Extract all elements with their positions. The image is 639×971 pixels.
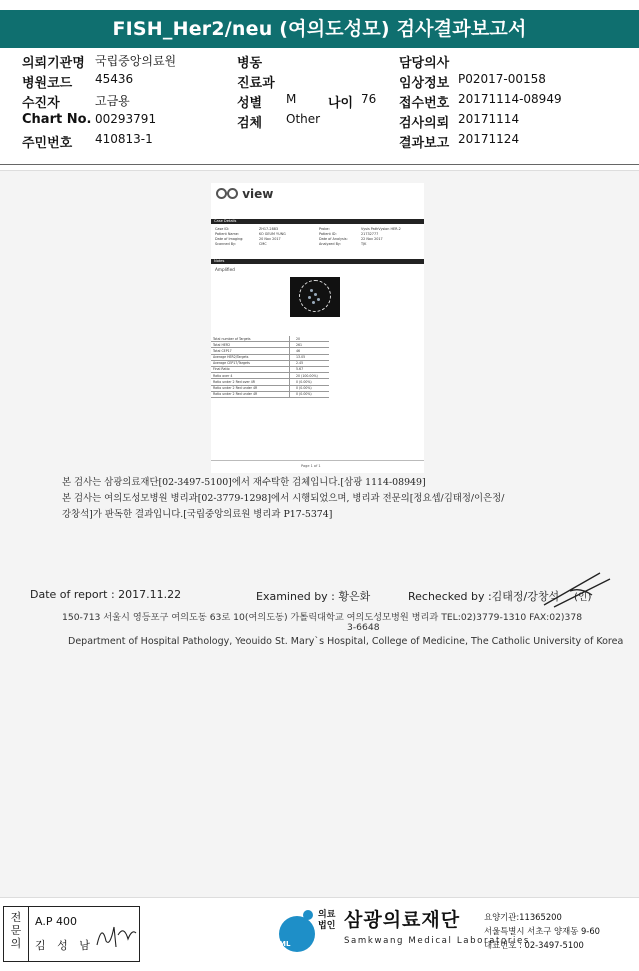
value-clinical-info: P02017-00158 bbox=[458, 72, 546, 86]
notes-title: Notes bbox=[214, 259, 225, 263]
stats-value: 261 bbox=[296, 342, 303, 347]
statement-line: 본 검사는 삼광의료재단[02-3497-5100]에서 재수탁한 검체입니다.[삼광 1114-08949] bbox=[62, 477, 426, 488]
specialist-stamp: 전문의 bbox=[10, 911, 22, 950]
stats-key: Total number of Targets bbox=[213, 336, 251, 341]
stamp-divider bbox=[28, 907, 29, 961]
info-row bbox=[0, 52, 639, 72]
stats-value: 13.05 bbox=[296, 355, 306, 360]
org-address: 서울특별시 서초구 양재동 9-60 bbox=[484, 926, 600, 936]
stats-value: 20 (100.00%) bbox=[296, 373, 318, 378]
handwritten-signature bbox=[94, 917, 139, 953]
label-request-date: 검사의뢰 bbox=[399, 116, 450, 131]
stats-key: Total CEP17 bbox=[213, 348, 232, 353]
org-english-name: Samkwang Medical Laboratories bbox=[344, 936, 530, 946]
case-value: CMC bbox=[259, 242, 267, 246]
org-phone: 대표번호 : 02-3497-5100 bbox=[484, 940, 584, 950]
logo-circle-icon bbox=[227, 188, 238, 199]
value-report-date: 20171124 bbox=[458, 132, 520, 146]
label-requesting-institution: 의뢰기관명 bbox=[22, 56, 85, 71]
logo-text: view bbox=[242, 187, 274, 201]
case-key: Patient ID: bbox=[319, 232, 337, 236]
stats-value: 0 (0.00%) bbox=[296, 379, 312, 384]
org-legal-line: 의료 bbox=[318, 910, 336, 920]
value-requesting-institution: 국립중앙의료원 bbox=[95, 54, 177, 68]
label-resident-number: 주민번호 bbox=[22, 136, 73, 151]
case-details-title: Case Details bbox=[214, 219, 237, 223]
value-age: 76 bbox=[361, 92, 377, 106]
stats-key: Average CEP17/Targets bbox=[213, 361, 250, 366]
stats-key: Final Ratio bbox=[213, 367, 230, 372]
statement-line: 본 검사는 여의도성모병원 병리과[02-3779-1298]에서 시행되었으며, 병리과 전문의[정요셉/김태정/이은정/ bbox=[62, 493, 505, 504]
case-key: Scanned By: bbox=[215, 242, 236, 246]
stats-key: Ratio over 4 bbox=[213, 373, 233, 378]
ap-number: A.P 400 bbox=[35, 915, 77, 928]
bioview-report-page bbox=[211, 183, 424, 473]
label-clinical-info: 임상정보 bbox=[399, 76, 450, 91]
case-value: 22 Nov 2017 bbox=[361, 237, 383, 241]
notes-bar bbox=[211, 259, 424, 264]
statement-line: 강창석]가 판독한 결과입니다.[국립중앙의료원 병리과 P17-5374] bbox=[62, 509, 333, 520]
referral-statement bbox=[62, 475, 562, 523]
seal-mark: (인) bbox=[574, 592, 592, 603]
pathology-address: 150-713 서울시 영등포구 여의도동 63로 10(여의도동) 가톨릭대학교 여의도성모병원 병리과 TEL:02)3779-1310 FAX:02)378 bbox=[62, 612, 583, 623]
info-row bbox=[0, 92, 639, 112]
label-patient: 수진자 bbox=[22, 96, 60, 111]
case-key: Case ID: bbox=[215, 227, 230, 231]
specialist-name: 김 성 남 bbox=[35, 939, 94, 952]
case-key: Analyzed By: bbox=[319, 242, 341, 246]
signal-dot bbox=[310, 289, 313, 292]
info-row bbox=[0, 132, 639, 152]
label-age: 나이 bbox=[328, 96, 354, 111]
stats-key: Total HER2 bbox=[213, 342, 231, 347]
case-value: Vysis PathVysion HER-2 bbox=[361, 227, 401, 231]
fish-cell-image bbox=[290, 277, 340, 317]
case-key: Probe: bbox=[319, 227, 330, 231]
org-code: 요양기관:11365200 bbox=[484, 912, 562, 922]
case-value: ZH17-2883 bbox=[259, 227, 279, 231]
bioview-logo bbox=[216, 187, 273, 201]
case-key: Date of Analysis: bbox=[319, 237, 348, 241]
label-department: 진료과 bbox=[237, 76, 275, 91]
logo-circle-icon bbox=[216, 188, 227, 199]
org-legal-label bbox=[318, 910, 335, 932]
page-indicator: Page 1 of 1 bbox=[301, 464, 321, 468]
examined-by: Examined by : 황은화 bbox=[256, 590, 371, 603]
label-hospital-code: 병원코드 bbox=[22, 76, 73, 91]
label-specimen: 검체 bbox=[237, 116, 263, 131]
signal-dot bbox=[312, 301, 315, 304]
stats-row bbox=[211, 392, 329, 398]
signoff-box bbox=[3, 906, 140, 962]
case-details-bar bbox=[211, 219, 424, 224]
value-sex: M bbox=[286, 92, 297, 106]
stats-value: 0 (0.00%) bbox=[296, 386, 312, 390]
value-chart-no: 00293791 bbox=[95, 112, 157, 126]
label-chart-no: Chart No. bbox=[22, 112, 92, 127]
report-footer-line bbox=[211, 460, 424, 461]
case-value: TJK bbox=[361, 242, 367, 246]
label-accession-number: 접수번호 bbox=[399, 96, 450, 111]
stats-value: 46 bbox=[296, 348, 301, 353]
stats-table bbox=[211, 336, 329, 398]
stats-value: 5.67 bbox=[296, 367, 304, 372]
label-attending-doctor: 담당의사 bbox=[399, 56, 450, 71]
stats-key: Ratio under 2 Red under 4R bbox=[213, 392, 258, 397]
header-divider bbox=[0, 164, 639, 165]
rechecked-by: Rechecked by :김태정/강창석 bbox=[408, 590, 560, 603]
signal-dot bbox=[317, 298, 320, 301]
signal-dot bbox=[314, 293, 317, 296]
value-specimen: Other bbox=[286, 112, 321, 126]
signature-scribble bbox=[540, 569, 614, 611]
stats-key: Ratio under 2 Red over 4R bbox=[213, 379, 256, 384]
sml-logo-text: SML bbox=[274, 940, 291, 948]
scanned-report-area bbox=[0, 170, 639, 898]
case-key: Patient Name: bbox=[215, 232, 240, 236]
value-accession-number: 20171114-08949 bbox=[458, 92, 562, 106]
signal-dot bbox=[308, 296, 311, 299]
value-patient: 고금용 bbox=[95, 94, 130, 108]
org-name: 삼광의료재단 bbox=[344, 909, 461, 931]
cell-outline bbox=[299, 280, 331, 312]
notes-value: Amplified bbox=[215, 267, 235, 272]
label-report-date: 결과보고 bbox=[399, 136, 450, 151]
value-hospital-code: 45436 bbox=[95, 72, 134, 86]
label-ward: 병동 bbox=[237, 56, 263, 71]
stats-value: 20 bbox=[296, 336, 301, 341]
pathology-address-cont: 3-6648 bbox=[347, 622, 380, 633]
department-name: Department of Hospital Pathology, Yeouido St. Mary`s Hospital, College of Medicine, The Catholic University of Korea bbox=[68, 636, 624, 647]
date-of-report: Date of report : 2017.11.22 bbox=[30, 588, 182, 601]
patient-info-block bbox=[0, 52, 639, 162]
org-contact-info bbox=[484, 910, 600, 952]
stats-key: Average HER2/Targets bbox=[213, 355, 249, 360]
case-value: KO GEUM YUNG bbox=[259, 232, 286, 236]
case-value: 20 Nov 2017 bbox=[259, 237, 281, 241]
label-sex: 성별 bbox=[237, 96, 263, 111]
value-request-date: 20171114 bbox=[458, 112, 520, 126]
info-row bbox=[0, 112, 639, 132]
report-title: FISH_Her2/neu (여의도성모) 검사결과보고서 bbox=[0, 10, 639, 48]
stats-value: 2.45 bbox=[296, 361, 304, 366]
value-resident-number: 410813-1 bbox=[95, 132, 153, 146]
case-key: Date of Imaging: bbox=[215, 237, 244, 241]
info-row bbox=[0, 72, 639, 92]
stats-value: 0 (0.00%) bbox=[296, 392, 312, 397]
stats-key: Ratio under 2 Red under 4R bbox=[213, 386, 258, 390]
org-legal-line: 법인 bbox=[318, 921, 336, 931]
case-value: 21732777 bbox=[361, 232, 379, 236]
